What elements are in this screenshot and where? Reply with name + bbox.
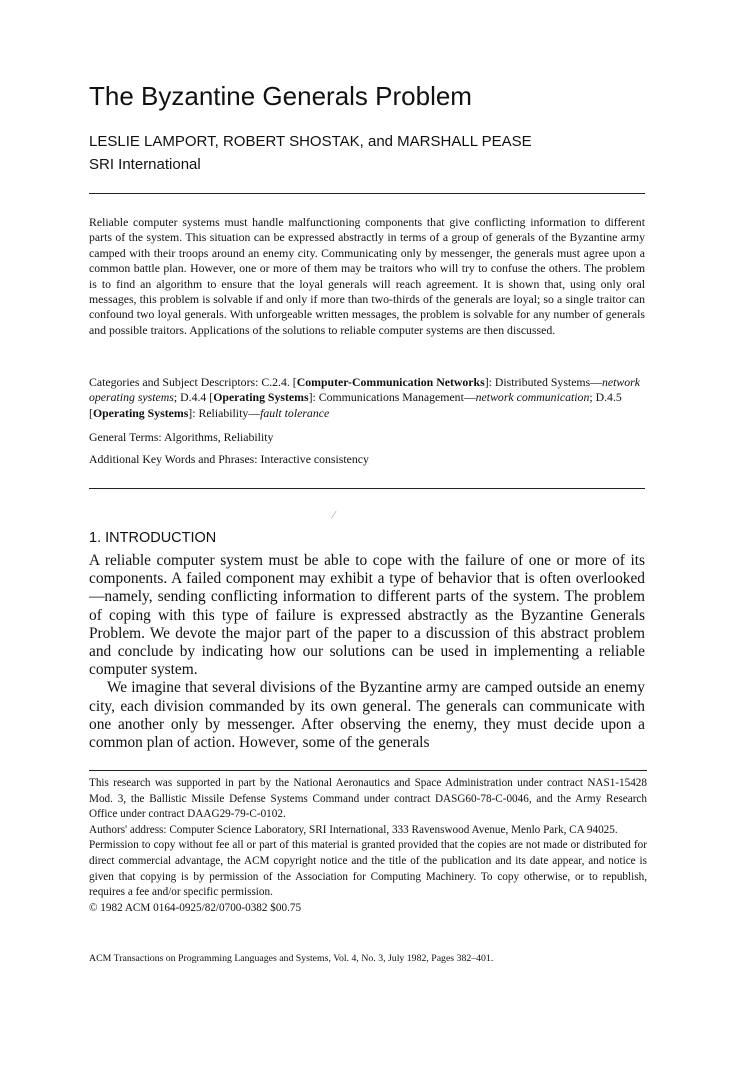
abstract-text: Reliable computer systems must handle malfunctioning components that give conflicting information to different parts of the system. This situation can be expressed abstractly in terms of a group of generals of the Byzantine army camped with their troops around an enemy city. Communicating only by messenger, the generals must agree upon a common battle plan. However, one or more of them may be traitors who will try to confuse the others. The problem is to find an algorithm to ensure that the loyal generals will reach agreement. It is shown that, using only oral messages, this problem is solvable if and only if more than two-thirds of the generals are loyal; so a single traitor can confound two loyal generals. With unforgeable written messages, the problem is solvable for any number of generals and possible traitors. Applications of the solutions to reliable computer systems are then discussed. <box>89 215 645 337</box>
section-heading: 1. INTRODUCTION <box>89 530 217 546</box>
categories-subterm-1: network operating systems <box>89 375 641 405</box>
categories-term-1: Computer-Communication Networks <box>296 375 485 389</box>
categories-descriptors <box>89 375 645 421</box>
categories-subterm-3: fault tolerance <box>260 405 330 420</box>
categories-term-3: Operating Systems <box>92 405 189 420</box>
categories-text-1: Categories and Subject Descriptors: C.2.4. [ <box>89 375 297 389</box>
body-paragraph: A reliable computer system must be able to cope with the failure of one or more of its components. A failed component may exhibit a type of behavior that is often overlooked—namely, sending conflicting information to different parts of the system. The problem of coping with this type of failure is expressed abstractly as the Byzantine Generals Problem. We devote the major part of the paper to a discussion of this abstract problem and conclude by indicating how our solutions can be used in implementing a reliable computer system. <box>89 552 645 679</box>
categories-text-4: ]: Communications Management— <box>308 390 476 405</box>
journal-citation: ACM Transactions on Programming Languages and Systems, Vol. 4, No. 3, July 1982, Pages 382–401. <box>89 953 494 964</box>
paper-title: The Byzantine Generals Problem <box>89 81 472 111</box>
footnote-address: Authors' address: Computer Science Laboratory, SRI International, 333 Ravenswood Avenue, Menlo Park, CA 94025. <box>89 823 618 836</box>
general-terms: General Terms: Algorithms, Reliability <box>89 430 274 444</box>
categories-text-6: ]: Reliability— <box>188 405 261 420</box>
footnote <box>89 776 647 916</box>
footnote-copyright: © 1982 ACM 0164-0925/82/0700-0382 $00.75 <box>89 901 302 914</box>
categories-subterm-2: network communication <box>475 390 590 405</box>
affiliation: SRI International <box>89 156 201 173</box>
header-divider <box>89 193 645 194</box>
categories-term-2: Operating Systems <box>213 390 309 405</box>
body-paragraph: We imagine that several divisions of the Byzantine army are camped outside an enemy city, each division commanded by its own general. The generals can communicate with one another only by messenger. After observing the enemy, they must decide upon a common plan of action. However, some of the generals <box>89 679 645 752</box>
abstract-divider <box>89 488 645 489</box>
categories-text-3: ; D.4.4 [ <box>173 390 214 405</box>
footnote-divider <box>89 770 647 771</box>
categories-text-2: ]: Distributed Systems— <box>484 375 602 389</box>
scan-mark: ⁄ <box>333 510 335 521</box>
introduction-body <box>89 552 645 752</box>
footnote-permission: Permission to copy without fee all or part of this material is granted provided that the copies are not made or distributed for direct commercial advantage, the ACM copyright notice and the title of the publication and its date appear, and notice is given that copying is by permission of the Association for Computing Machinery. To copy otherwise, or to republish, requires a fee and/or specific permission. <box>89 839 647 899</box>
author-list: LESLIE LAMPORT, ROBERT SHOSTAK, and MARSHALL PEASE <box>89 133 532 150</box>
keywords: Additional Key Words and Phrases: Interactive consistency <box>89 452 369 466</box>
categories-text-5: ; D.4.5 [ <box>89 390 622 420</box>
footnote-support: This research was supported in part by the National Aeronautics and Space Administration under contract NAS1-15428 Mod. 3, the Ballistic Missile Defense Systems Command under contract DASG60-78-C-0046, and the Army Research Office under contract DAAG29-79-C-0102. <box>89 777 647 821</box>
